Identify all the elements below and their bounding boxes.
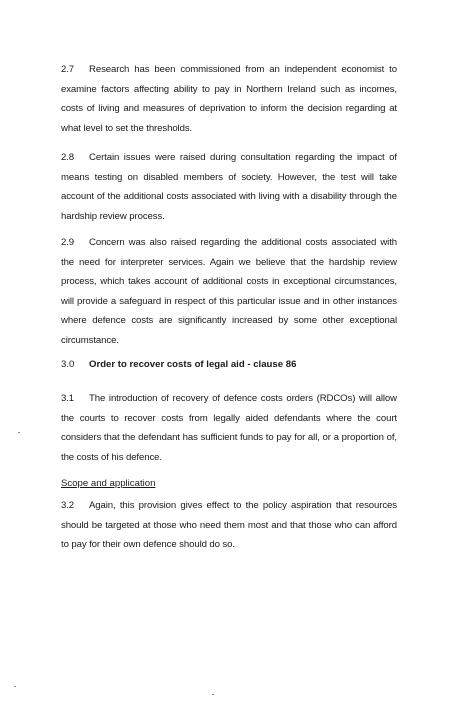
paragraph-2-7	[61, 60, 397, 138]
paragraph-number: 2.7	[61, 64, 75, 75]
paragraph-text: Research has been commissioned from an independent economist to examine factors affecting ability to pay in Northern Ireland such as incomes, costs of living and measures of deprivation to inform the decision regarding at what level to set the thresholds.	[61, 64, 397, 134]
paragraph-text: Concern was also raised regarding the additional costs associated with the need for interpreter services. Again we believe that the hardship review process, which takes account of additional costs in exceptional circumstances, will provide a safeguard in respect of this particular issue and in other instances where defence costs are significantly increased by some other exceptional circumstance.	[61, 237, 397, 346]
paragraph-number: 2.8	[61, 152, 75, 163]
section-title: Order to recover costs of legal aid - clause 86	[89, 359, 297, 370]
paragraph-text: Certain issues were raised during consultation regarding the impact of means testing on disabled members of society. However, the test will take account of the additional costs associated with living with a disability through the hardship review process.	[61, 152, 397, 222]
paragraph-number: 2.9	[61, 237, 75, 248]
section-heading-3-0	[61, 355, 296, 375]
paragraph-number: 3.1	[61, 393, 75, 404]
paragraph-3-2	[61, 496, 397, 555]
paragraph-text: Again, this provision gives effect to the policy aspiration that resources should be targeted at those who need them most and that those who can afford to pay for their own defence should do so.	[61, 500, 397, 550]
scan-speck	[212, 694, 214, 695]
subheading-scope: Scope and application	[61, 478, 156, 489]
scan-speck	[18, 432, 20, 433]
paragraph-3-1	[61, 389, 397, 467]
paragraph-2-9	[61, 233, 397, 350]
paragraph-number: 3.2	[61, 500, 75, 511]
paragraph-text: The introduction of recovery of defence costs orders (RDCOs) will allow the courts to recover costs from legally aided defendants where the court considers that the defendant has sufficient funds to pay for all, or a proportion of, the costs of his defence.	[61, 393, 397, 463]
paragraph-2-8	[61, 148, 397, 226]
section-number: 3.0	[61, 359, 75, 370]
scan-speck	[14, 686, 16, 687]
